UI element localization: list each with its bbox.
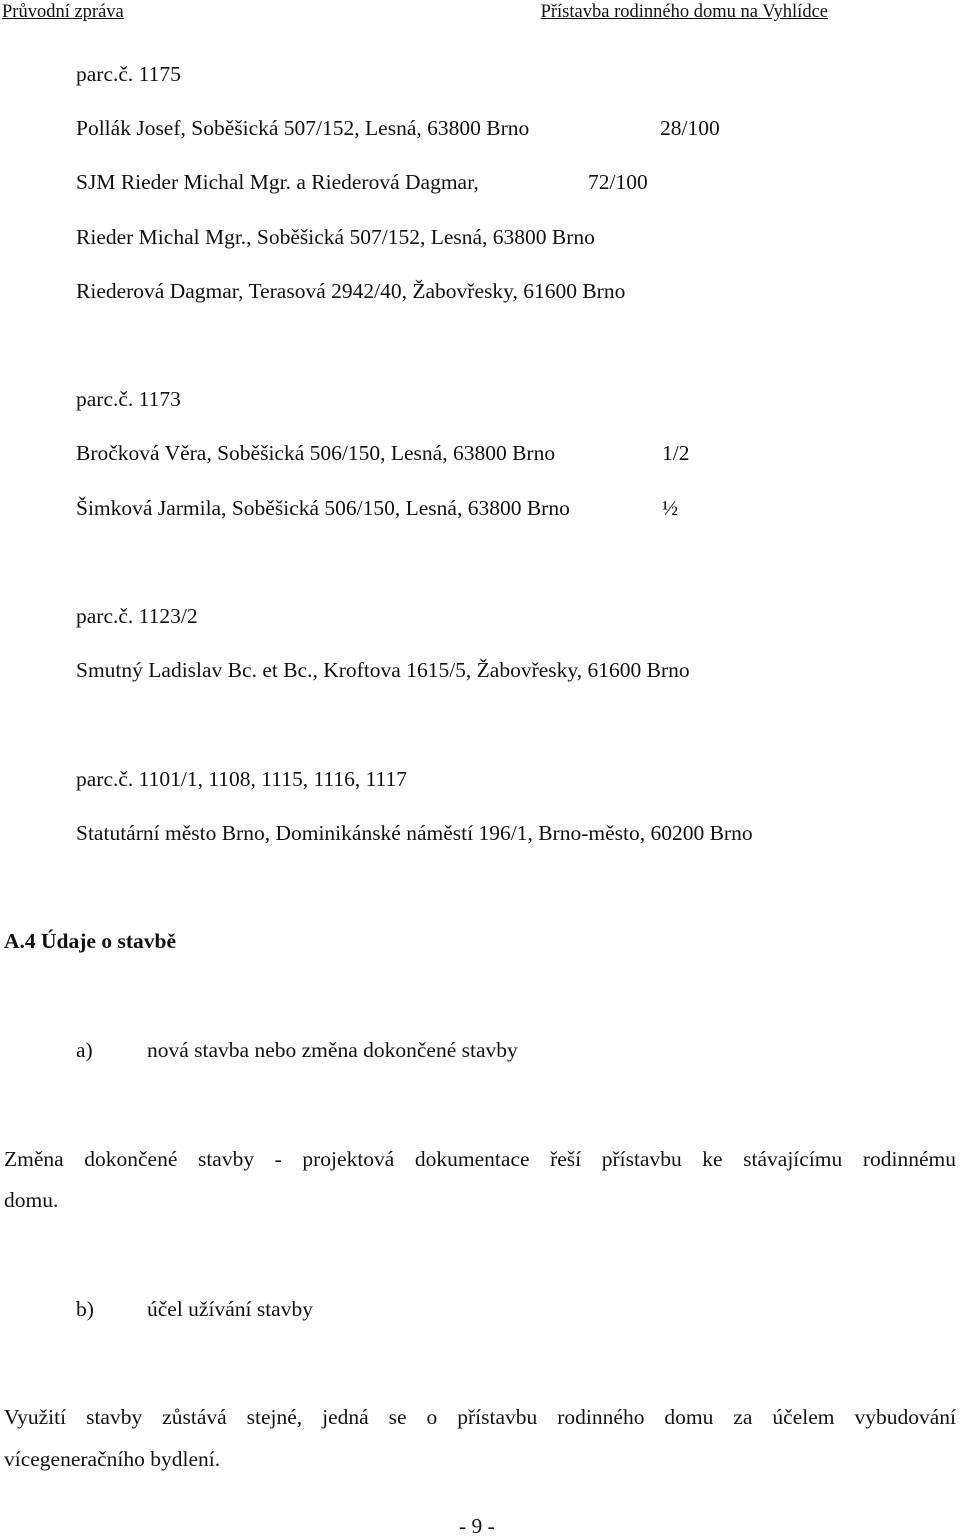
- header-document-type: Průvodní zpráva: [2, 2, 124, 22]
- item-title: nová stavba nebo změna dokončené stavby: [147, 1038, 518, 1062]
- ownership-share: ½: [662, 496, 679, 520]
- owner-entry: Bročková Věra, Soběšická 506/150, Lesná, 63800 Brno: [76, 441, 556, 465]
- item-title: účel užívání stavby: [147, 1297, 313, 1321]
- page-number: - 9 -: [459, 1514, 495, 1538]
- parcel-label: parc.č. 1175: [76, 62, 181, 86]
- parcel-label: parc.č. 1173: [76, 387, 181, 411]
- parcel-label: parc.č. 1123/2: [76, 604, 198, 628]
- section-heading: A.4 Údaje o stavbě: [4, 929, 176, 953]
- owner-entry: Statutární město Brno, Dominikánské náměstí 196/1, Brno-město, 60200 Brno: [76, 821, 753, 845]
- header-project-title: Přístavba rodinného domu na Vyhlídce: [540, 2, 828, 22]
- owner-entry: Smutný Ladislav Bc. et Bc., Kroftova 1615/5, Žabovřesky, 61600 Brno: [76, 658, 690, 682]
- paragraph-line: Využití stavby zůstává stejné, jedná se o přístavbu rodinného domu za účelem vybudování: [4, 1405, 956, 1429]
- owner-entry: Pollák Josef, Soběšická 507/152, Lesná, 63800 Brno: [76, 116, 530, 140]
- ownership-share: 72/100: [588, 170, 648, 194]
- owner-entry: SJM Rieder Michal Mgr. a Riederová Dagmar,: [76, 170, 479, 194]
- owner-entry: Šimková Jarmila, Soběšická 506/150, Lesná, 63800 Brno: [76, 496, 570, 520]
- item-marker: b): [76, 1297, 94, 1321]
- ownership-share: 28/100: [660, 116, 720, 140]
- parcel-label: parc.č. 1101/1, 1108, 1115, 1116, 1117: [76, 767, 408, 791]
- paragraph-line: domu.: [4, 1188, 59, 1212]
- paragraph-line: Změna dokončené stavby - projektová dokumentace řeší přístavbu ke stávajícímu rodinnému: [4, 1147, 956, 1171]
- owner-entry: Rieder Michal Mgr., Soběšická 507/152, Lesná, 63800 Brno: [76, 225, 595, 249]
- owner-entry: Riederová Dagmar, Terasová 2942/40, Žabovřesky, 61600 Brno: [76, 279, 626, 303]
- item-marker: a): [76, 1038, 93, 1062]
- paragraph-line: vícegeneračního bydlení.: [4, 1447, 221, 1471]
- ownership-share: 1/2: [662, 441, 690, 465]
